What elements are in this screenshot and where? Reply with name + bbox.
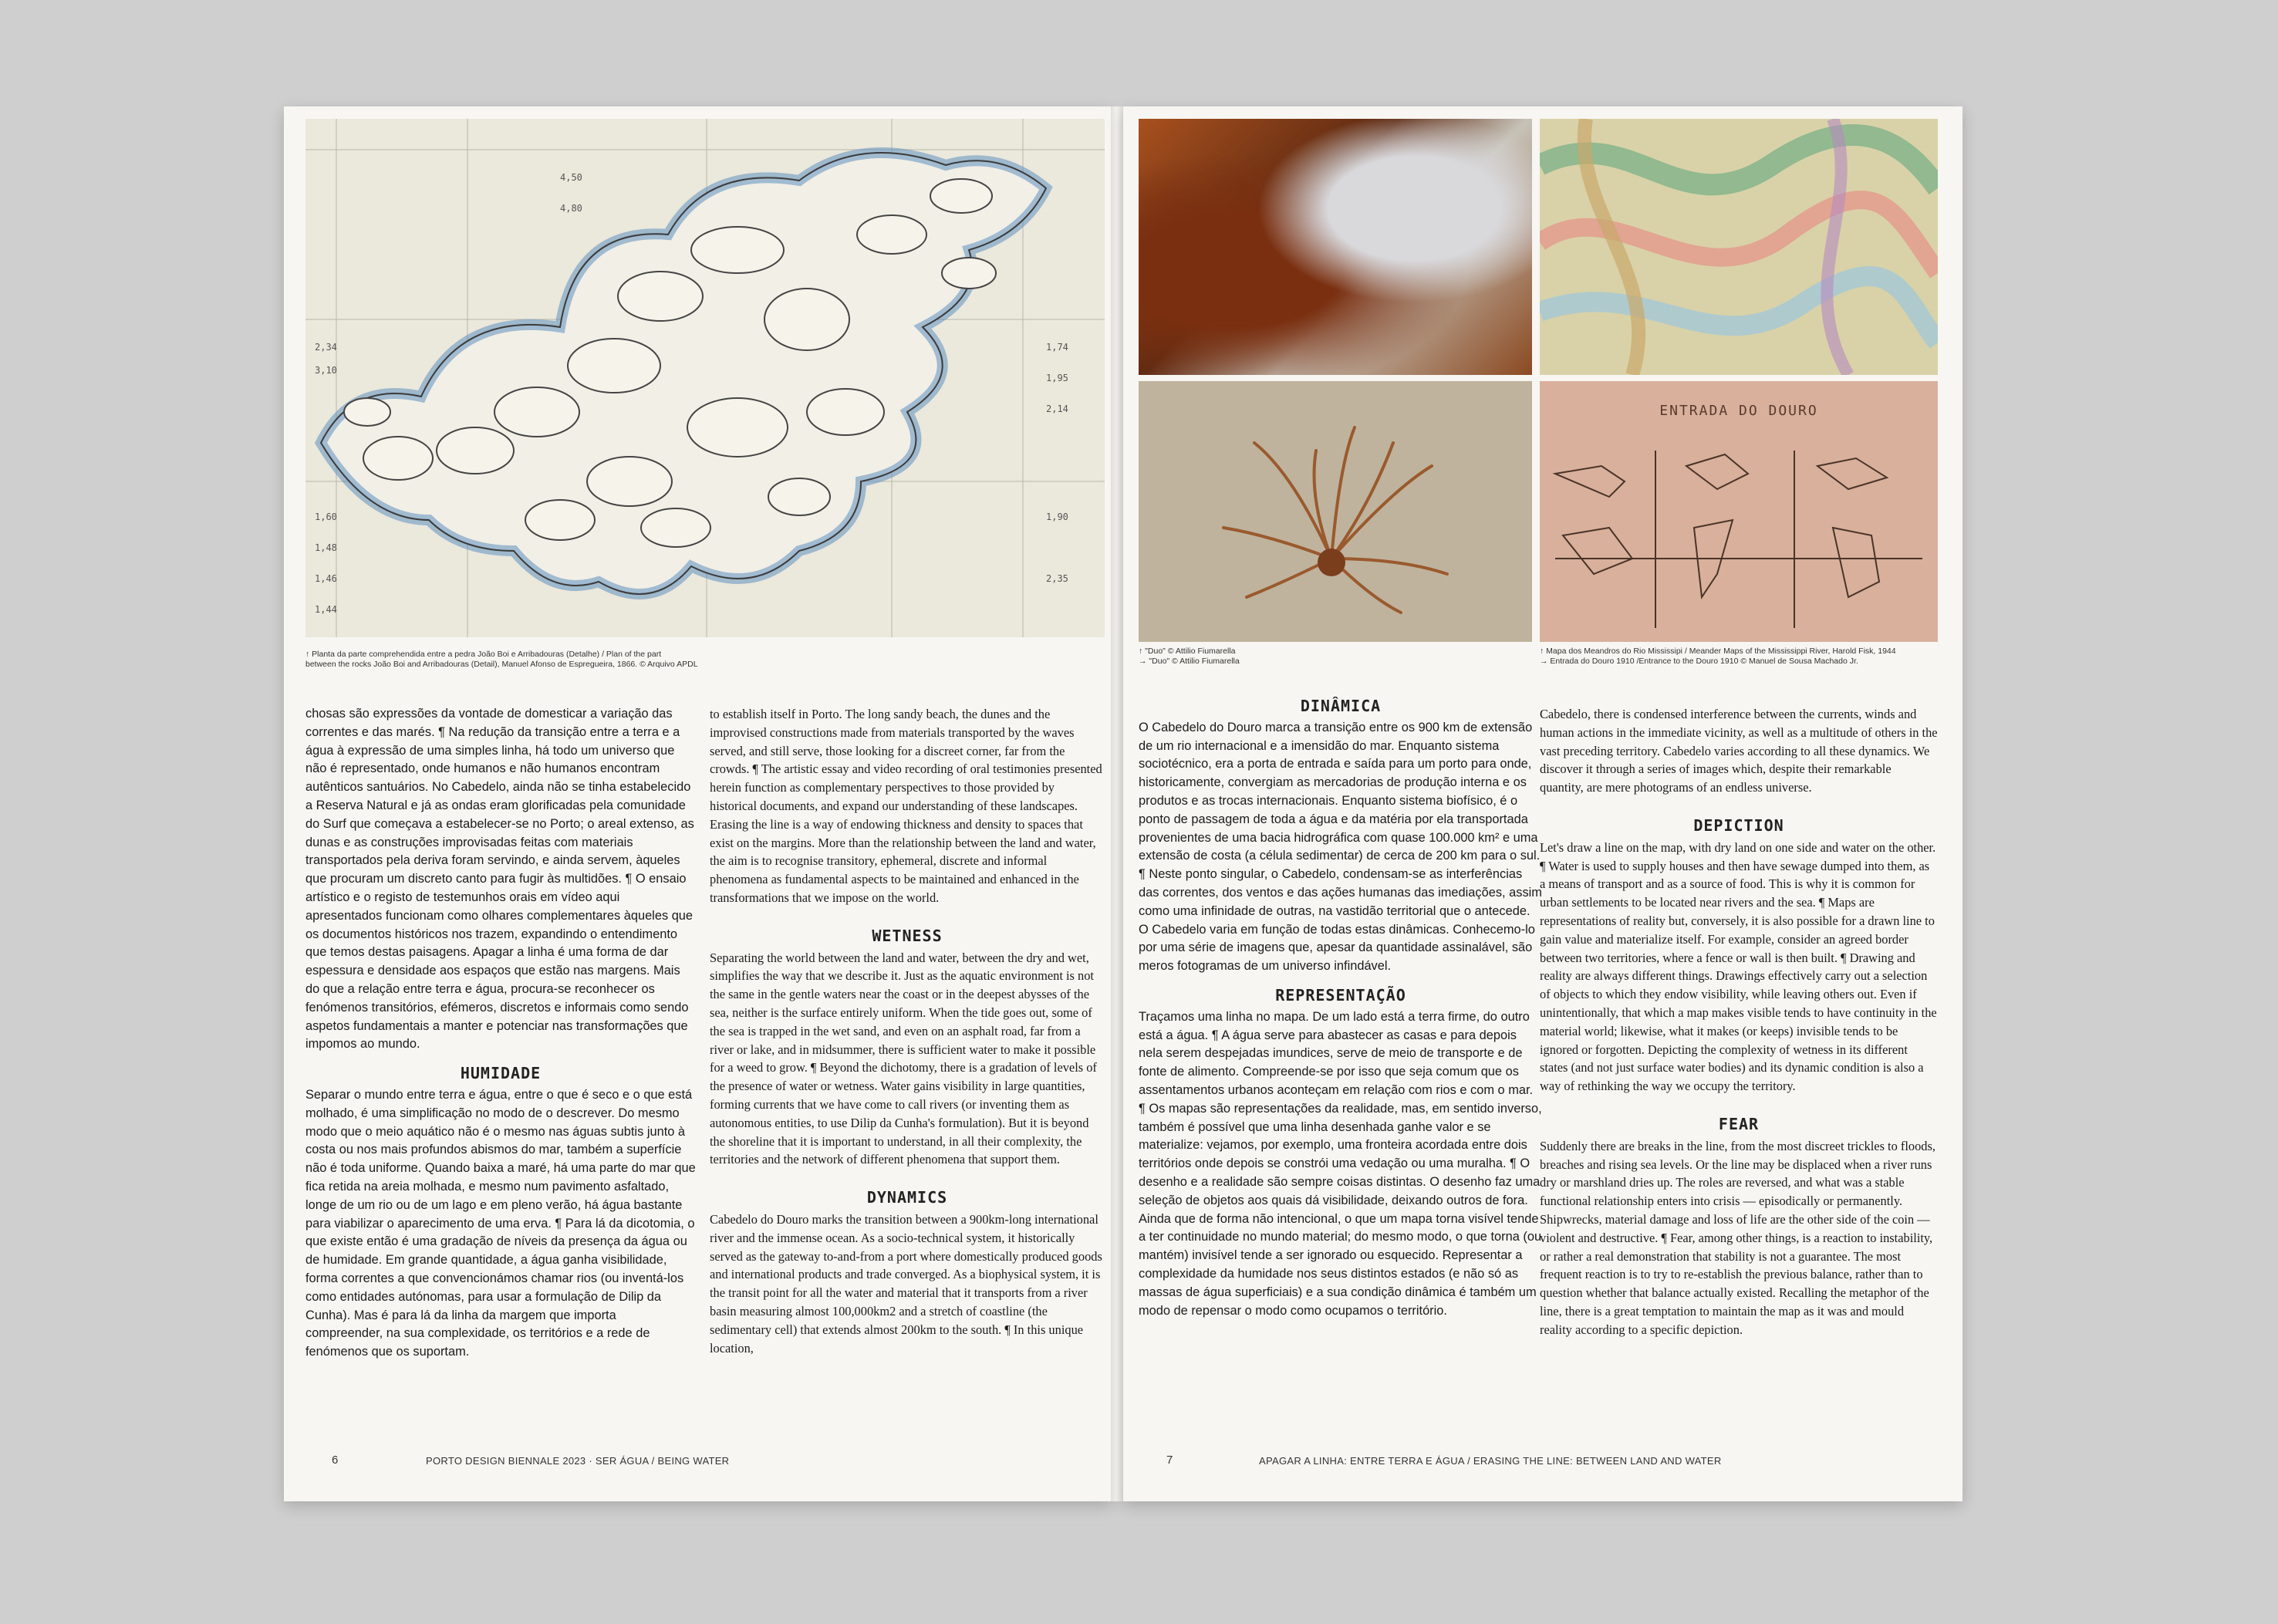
- svg-text:2,34: 2,34: [315, 342, 337, 353]
- sundew-plant-photo: [1139, 381, 1532, 642]
- right-caption-maps: [1540, 647, 1896, 667]
- document-title: ENTRADA DO DOURO: [1659, 403, 1818, 419]
- svg-text:1,95: 1,95: [1046, 373, 1068, 383]
- body-text: Suddenly there are breaks in the line, from the most discreet trickles to floods, breaches and rising sea levels. Or the line may be displaced when a river runs dry or marshland dries up. The roles are reversed, and what was a stable functional relationship enters into crisis — episodically or permanently. Shipwrecks, material damage and loss of life are the other side of the coin — violent and destructive. ¶ Fear, among other things, is a reaction to instability, or rather a real demonstration that stability is not a guarantee. The most frequent reaction is to try to re-establish the previous balance, rather than to question whether that balance actually existed. Recalling the metaphor of the line, there is a great temptation to maintain the map as it was and mould reality according to a specific depiction.: [1540, 1138, 1935, 1337]
- svg-text:1,44: 1,44: [315, 604, 337, 615]
- left-column-portuguese: [305, 705, 696, 1362]
- section-heading: HUMIDADE: [460, 1064, 542, 1083]
- right-column-english: [1540, 705, 1938, 1339]
- caption-line: between the rocks João Boi and Arribadouras (Detail), Manuel Afonso de Espregueira, 1866. © Arquivo APDL: [305, 660, 698, 669]
- running-head: PORTO DESIGN BIENNALE 2023 · SER ÁGUA / BEING WATER: [426, 1455, 730, 1467]
- historic-map-image: [305, 119, 1105, 637]
- caption-line: ↑ Mapa dos Meandros do Rio Mississipi / Meander Maps of the Mississippi River, Harold Fisk, 1944: [1540, 647, 1896, 656]
- page-number: 6: [332, 1453, 339, 1467]
- svg-text:1,48: 1,48: [315, 542, 337, 553]
- body-text: Separar o mundo entre terra e água, entre o que é seco e o que está molhado, é uma simplificação no modo de o descrever. Do mesmo modo que o meio aquático não é o mesmo nas águas subtis junto à costa ou nos mais profundos abismos do mar, também a superfície não é toda uniforme. Quando baixa a maré, há uma parte do mar que fica retida na areia molhada, e mesmo num pavimento asfaltado, longe de um rio ou de um lago e em pleno verão, há água bastante para viabilizar o aparecimento de uma erva. ¶ Para lá da dicotomia, o que existe então é uma gradação de níveis da presença da água ou de humidade. Em grande quantidade, a água ganha visibilidade, forma correntes a que convencionámos chamar rios (ou inventá-los como entidades autónomas, para usar a formulação de Dilip da Cunha). Mas é para lá da linha da margem que importa compreender, na sua complexidade, os territórios e a rede de fenómenos que os suportam.: [305, 1087, 696, 1359]
- running-head: APAGAR A LINHA: ENTRE TERRA E ÁGUA / ERASING THE LINE: BETWEEN LAND AND WATER: [1259, 1455, 1722, 1467]
- svg-text:1,60: 1,60: [315, 512, 337, 522]
- svg-text:3,10: 3,10: [315, 365, 337, 376]
- meander-map-image: [1540, 119, 1938, 375]
- right-page: [1123, 106, 1962, 1501]
- svg-text:1,46: 1,46: [315, 573, 337, 584]
- page-number: 7: [1166, 1453, 1173, 1467]
- body-text: O Cabedelo do Douro marca a transição entre os 900 km de extensão de um rio internacional e a imensidão do mar. Enquanto sistema sociotécnico, era a porta de entrada e saída para um porto para onde, historicamente, convergiam as mercadorias de produção interna e os produtos e as trocas internacionais. Enquanto sistema biofísico, é o ponto de passagem de toda a água e da matéria por ela transportada provenientes de uma bacia hidrográfica com quase 100.000 km² e uma extensão de costa (a célula sedimentar) de cerca de 200 km para o sul. ¶ Neste ponto singular, o Cabedelo, condensam-se as interferências das correntes, dos ventos e das ações humanas das imediações, assim como uma infinidade de outras, na vastidão territorial que o antecede. O Cabedelo varia em função de todas estas dinâmicas. Conhecemo-lo por uma série de imagens que, apesar da quantidade assinalável, são meros fotogramas de um universo infindável.: [1139, 720, 1542, 974]
- section-heading: DEPICTION: [1693, 815, 1784, 835]
- right-column-portuguese: [1139, 697, 1543, 1320]
- body-text: Separating the world between the land and water, between the dry and wet, simplifies the way that we describe it. Just as the aquatic environment is not the same in the gentle waters near the coast or in the deepest abysses of the sea, neither is the surface entirely uniform. When the tide goes out, some of the sea is trapped in the wet sand, and even on an asphalt road, far from a river or lake, and in midsummer, there is sufficient water to make it possible for a weed to grow. ¶ Beyond the dichotomy, there is a gradation of levels of the presence of water or wetness. Water gains visibility in large quantities, forming currents that we have come to call rivers (or inventing them as autonomous entities, to use Dilip da Cunha's formulation). But it is beyond the shoreline that it is important to understand, in all their complexity, the territories and the network of different phenomena that support them.: [710, 950, 1097, 1167]
- rock-texture-photo: [1139, 119, 1532, 375]
- left-image-caption: [305, 650, 698, 670]
- section-heading: WETNESS: [872, 926, 943, 945]
- svg-text:2,14: 2,14: [1046, 403, 1068, 414]
- svg-text:4,80: 4,80: [560, 203, 582, 214]
- body-text: Cabedelo do Douro marks the transition between a 900km-long international river and the immense ocean. As a socio-technical system, it historically served as the gateway to-and-from a port where domestically produced goods and international products and trade converged. As a biophysical system, it is the transit point for all the water and material that it transports from a river basin measuring almost 100,000km2 and a stretch of coastline (the sedimentary cell) that extends almost 200km to the south. ¶ In this unique location,: [710, 1211, 1102, 1356]
- svg-text:1,74: 1,74: [1046, 342, 1068, 353]
- section-heading: FEAR: [1718, 1114, 1760, 1133]
- section-heading: DYNAMICS: [866, 1188, 948, 1207]
- caption-line: ↑ "Duo" © Attilio Fiumarella: [1139, 647, 1236, 656]
- svg-text:1,90: 1,90: [1046, 512, 1068, 522]
- body-text: to establish itself in Porto. The long sandy beach, the dunes and the improvised constructions made from materials transported by the waves served, and still serve, those looking for a discreet corner, far from the crowds. ¶ The artistic essay and video recording of oral testimonies presented herein function as complementary perspectives to those provided by historical documents, and expand our understanding of these landscapes. Erasing the line is a way of endowing thickness and density to spaces that exist on the margins. More than the relationship between the land and water, the aim is to recognise transitory, ephemeral, discrete and informal phenomena as fundamental aspects to be maintained and enhanced in the transformations that we impose on the world.: [710, 707, 1102, 905]
- svg-text:4,50: 4,50: [560, 172, 582, 183]
- left-page: [284, 106, 1112, 1501]
- caption-line: → "Duo" © Attilio Fiumarella: [1139, 657, 1240, 666]
- right-caption-photos: [1139, 647, 1240, 667]
- section-heading: REPRESENTAÇÃO: [1275, 985, 1406, 1004]
- section-heading: DINÂMICA: [1300, 697, 1382, 715]
- body-text: Traçamos uma linha no mapa. De um lado está a terra firme, do outro está a água. ¶ A água serve para abastecer as casas e para depois nela serem despejadas imundices, serve de meio de transporte e de fonte de alimento. Compreende-se por isso que seja comum que os assentamentos urbanos aconteçam em relação com rios e com o mar. ¶ Os mapas são representações da realidade, mas, em sentido inverso, também é possível que uma linha desenhada ganhe valor e se materialize: vejamos, por exemplo, uma fronteira acordada entre dois territórios onde depois se constrói uma vedação ou uma muralha. ¶ O desenho e a realidade são sempre coisas distintas. O desenho faz uma seleção de objetos aos quais dá visibilidade, deixando outros de fora. Ainda que de forma não intencional, o que um mapa torna visível tende a ter continuidade no mundo material; do mesmo modo, o que torna (ou mantém) invisível tende a ser ignorado ou esquecido. Representar a complexidade da humidade nos seus distintos estados (e não só as massas de água superficiais) e a sua condição dinâmica é também um modo de repensar o modo como ocupamos o território.: [1139, 1009, 1542, 1318]
- svg-text:2,35: 2,35: [1046, 573, 1068, 584]
- entrada-douro-document: [1540, 381, 1938, 642]
- caption-line: ↑ Planta da parte comprehendida entre a pedra João Boi e Arribadouras (Detalhe) / Plan of the part: [305, 650, 662, 659]
- body-text: Cabedelo, there is condensed interference between the currents, winds and human actions in the immediate vicinity, as well as a multitude of others in the vast preceding territory. Cabedelo varies according to all these dynamics. We discover it through a series of images which, despite their remarkable quantity, are mere photograms of an endless universe.: [1540, 707, 1938, 795]
- caption-line: → Entrada do Douro 1910 /Entrance to the Douro 1910 © Manuel de Sousa Machado Jr.: [1540, 657, 1858, 666]
- left-column-english: [710, 705, 1105, 1357]
- body-text: chosas são expressões da vontade de domesticar a variação das correntes e das marés. ¶ Na redução da transição entre a terra e a água à expressão de uma simples linha, há todo um universo que não é representado, onde humanos e não humanos encontram autênticos santuários. No Cabedelo, ainda não se tinha estabelecido a Reserva Natural e já as ondas eram glorificadas pela comunidade do Surf que começava a estabelecer-se no Porto; o areal extenso, as dunas e as construções improvisadas feitas com materiais transportados pela deriva foram servindo, e ainda servem, àqueles que procuram um discreto canto para fugir às multidões. ¶ O ensaio artístico e o registo de testemunhos orais em vídeo aqui apresentados funcionam como olhares complementares àqueles que os documentos históricos nos trazem, expandindo o entendimento que temos destas paisagens. Apagar a linha é uma forma de dar espessura e densidade aos espaços que estão nas margens. Mais do que a relação entre terra e água, procura-se reconhecer os fenómenos transitórios, efémeros, discretos e informais como sendo aspetos fundamentais a manter e potenciar nas transformações que impomos ao mundo.: [305, 707, 694, 1052]
- body-text: Let's draw a line on the map, with dry land on one side and water on the other. ¶ Water is used to supply houses and then have sewage dumped into them, as a means of transport and as a source of food. This is why it is common for urban settlements to be located near rivers and the sea. ¶ Maps are representations of reality but, conversely, it is also possible for a drawn line to gain value and materialize itself. For example, consider an agreed border between two territories, where a fence or wall is then built. ¶ Drawing and reality are always different things. Drawings effectively carry out a selection of objects to which they endow visibility, while leaving others out. Even if unintentionally, that which a map makes visible tends to have continuity in the material world; likewise, what it makes (or keeps) invisible tends to be ignored or forgotten. Depicting the complexity of wetness in its different states (and not just surface water bodies) and its dynamic condition is also a way of rethinking the way we occupy the territory.: [1540, 839, 1937, 1094]
